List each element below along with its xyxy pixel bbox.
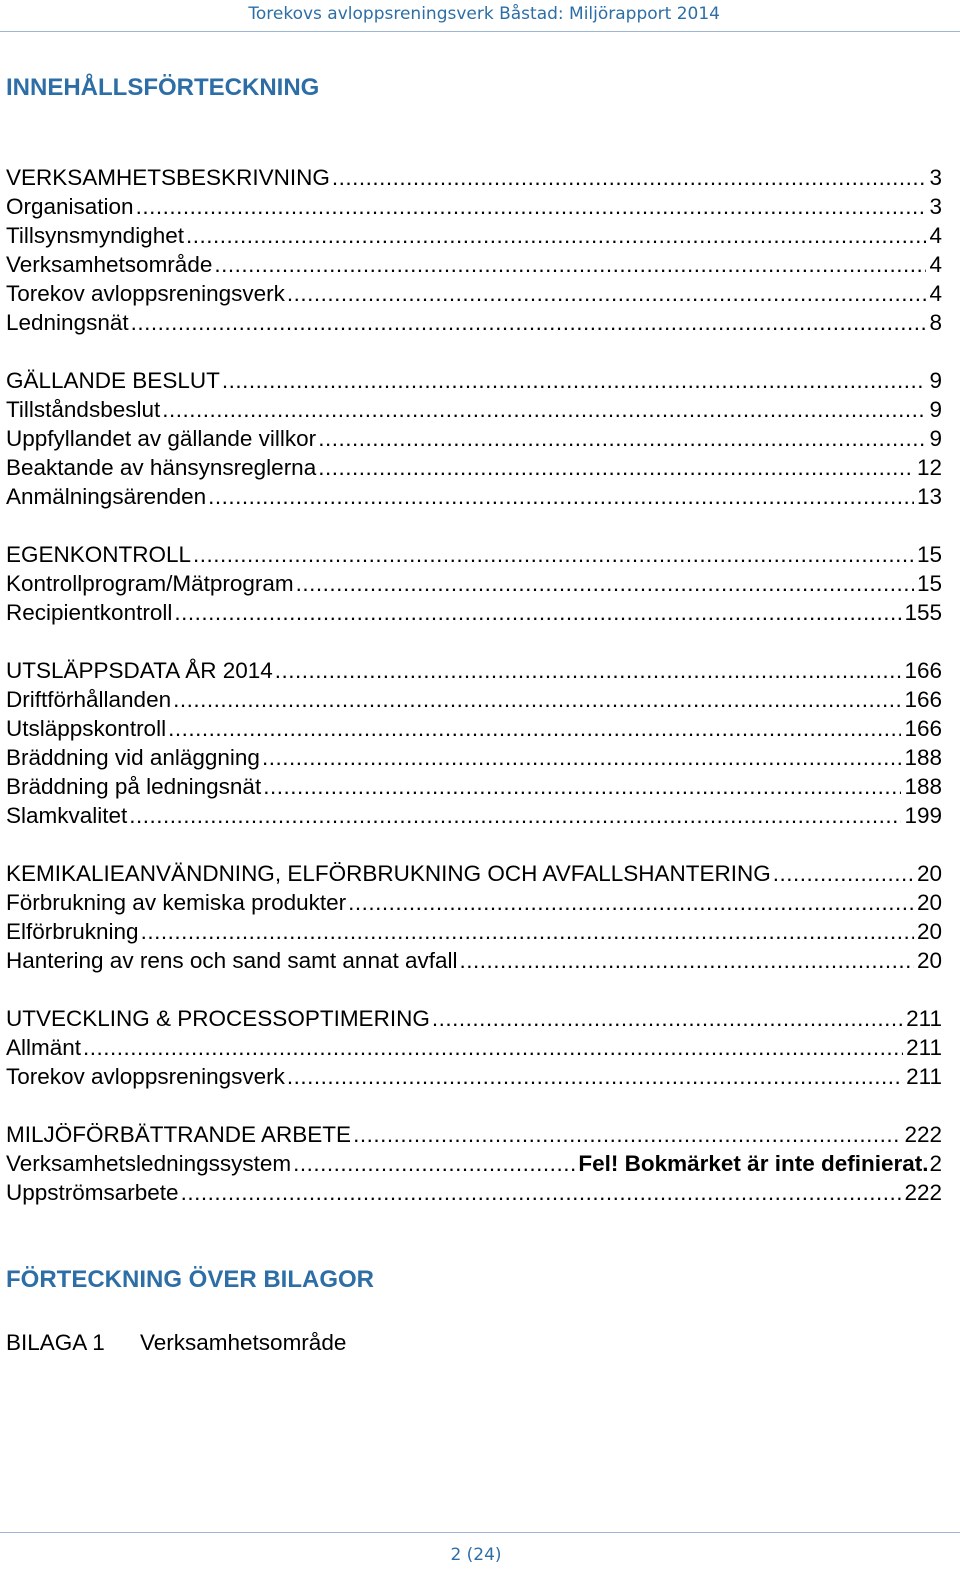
toc-entry[interactable] — [6, 569, 942, 598]
toc-entry[interactable] — [6, 859, 942, 888]
toc-entry-page: 15 — [916, 571, 942, 596]
dot-leader — [318, 453, 914, 482]
dot-leader — [208, 482, 914, 511]
toc-entry-title: Verksamhetsområde — [6, 252, 213, 277]
toc-entry-page: 9 — [929, 426, 942, 451]
toc-entry-page: 155 — [904, 600, 942, 625]
dot-leader — [287, 1062, 903, 1091]
dot-leader — [168, 714, 901, 743]
header-title: Torekovs avloppsreningsverk Båstad: Miljörapport 2014 — [248, 4, 720, 24]
toc-entry[interactable] — [6, 743, 942, 772]
toc-entry-page: 20 — [916, 919, 942, 944]
toc-entry[interactable] — [6, 685, 942, 714]
dot-leader — [173, 685, 901, 714]
toc-entry-page: 222 — [904, 1122, 942, 1147]
dot-leader — [332, 163, 927, 192]
dot-leader — [83, 1033, 903, 1062]
toc-entry[interactable] — [6, 714, 942, 743]
toc-entry-page: 9 — [929, 368, 942, 393]
toc-entry-title: KEMIKALIEANVÄNDNING, ELFÖRBRUKNING OCH AVFALLSHANTERING — [6, 861, 771, 886]
toc-entry-page: 4 — [929, 223, 942, 248]
toc-entry-page: 199 — [904, 803, 942, 828]
toc-entry-page: 2 — [929, 1151, 942, 1176]
toc-section — [6, 1120, 942, 1207]
toc-entry-page: 13 — [916, 484, 942, 509]
toc-entry-page: 15 — [916, 542, 942, 567]
toc-entry-title: Tillståndsbeslut — [6, 397, 161, 422]
toc-entry-error: Fel! Bokmärket är inte definierat. — [578, 1151, 929, 1176]
dot-leader — [263, 772, 901, 801]
toc-entry[interactable] — [6, 801, 942, 830]
toc-entry-title: Tillsynsmyndighet — [6, 223, 184, 248]
toc-section — [6, 859, 942, 975]
toc-entry[interactable] — [6, 888, 942, 917]
dot-leader — [136, 192, 927, 221]
appendix-heading: FÖRTECKNING ÖVER BILAGOR — [6, 1266, 375, 1293]
toc-entry[interactable] — [6, 424, 942, 453]
toc-entry[interactable] — [6, 598, 942, 627]
toc-entry[interactable] — [6, 1178, 942, 1207]
toc-entry-page: 222 — [904, 1180, 942, 1205]
toc-entry-page: 20 — [916, 948, 942, 973]
toc-entry[interactable] — [6, 163, 942, 192]
toc-entry-page: 8 — [929, 310, 942, 335]
toc-entry[interactable] — [6, 946, 942, 975]
appendix-item — [6, 1330, 346, 1356]
toc-entry-page: 20 — [916, 861, 942, 886]
dot-leader — [293, 1149, 575, 1178]
toc-entry-title: Bräddning på ledningsnät — [6, 774, 262, 799]
page-footer — [0, 1532, 960, 1590]
toc-entry[interactable] — [6, 221, 942, 250]
toc-entry-title: Ledningsnät — [6, 310, 129, 335]
toc-entry-title: Allmänt — [6, 1035, 82, 1060]
dot-leader — [773, 859, 914, 888]
toc-entry-title: GÄLLANDE BESLUT — [6, 368, 220, 393]
toc-entry-page: 3 — [929, 165, 942, 190]
toc-entry[interactable] — [6, 366, 942, 395]
toc-entry-title: Uppfyllandet av gällande villkor — [6, 426, 317, 451]
toc-entry[interactable] — [6, 772, 942, 801]
dot-leader — [131, 308, 927, 337]
dot-leader — [432, 1004, 903, 1033]
toc-entry[interactable] — [6, 1120, 942, 1149]
toc-entry-title: Uppströmsarbete — [6, 1180, 179, 1205]
toc-entry-title: MILJÖFÖRBÄTTRANDE ARBETE — [6, 1122, 352, 1147]
toc-entry-page: 166 — [904, 716, 942, 741]
toc-entry-title: Utsläppskontroll — [6, 716, 167, 741]
toc-entry[interactable] — [6, 656, 942, 685]
appendix-title: Verksamhetsområde — [140, 1330, 347, 1355]
toc-entry[interactable] — [6, 192, 942, 221]
dot-leader — [275, 656, 902, 685]
toc-entry-title: Bräddning vid anläggning — [6, 745, 260, 770]
toc-entry[interactable] — [6, 917, 942, 946]
toc-entry-page: 188 — [904, 774, 942, 799]
dot-leader — [287, 279, 927, 308]
toc-entry-title: UTVECKLING & PROCESSOPTIMERING — [6, 1006, 430, 1031]
toc-entry-page: 4 — [929, 252, 942, 277]
page-header — [0, 0, 960, 32]
dot-leader — [162, 395, 926, 424]
toc-entry-title: Organisation — [6, 194, 134, 219]
dot-leader — [186, 221, 927, 250]
toc-entry-title: Torekov avloppsreningsverk — [6, 281, 285, 306]
toc-entry[interactable] — [6, 540, 942, 569]
toc-entry-title: Verksamhetsledningssystem — [6, 1151, 292, 1176]
toc-heading: INNEHÅLLSFÖRTECKNING — [6, 74, 320, 101]
table-of-contents — [6, 163, 942, 1236]
toc-section — [6, 656, 942, 830]
toc-entry-title: Elförbrukning — [6, 919, 139, 944]
toc-entry-page: 166 — [904, 687, 942, 712]
toc-entry[interactable] — [6, 1033, 942, 1062]
toc-section — [6, 540, 942, 627]
appendix-label: BILAGA 1 — [6, 1330, 105, 1355]
toc-entry[interactable] — [6, 453, 942, 482]
toc-entry-title: Torekov avloppsreningsverk — [6, 1064, 285, 1089]
toc-entry[interactable] — [6, 1062, 942, 1091]
dot-leader — [296, 569, 914, 598]
toc-entry-title: VERKSAMHETSBESKRIVNING — [6, 165, 330, 190]
toc-entry[interactable] — [6, 250, 942, 279]
toc-section — [6, 366, 942, 511]
dot-leader — [460, 946, 914, 975]
dot-leader — [174, 598, 901, 627]
toc-entry-title: Kontrollprogram/Mätprogram — [6, 571, 294, 596]
page-number: 2 (24) — [450, 1545, 502, 1565]
toc-entry[interactable] — [6, 279, 942, 308]
toc-entry-title: UTSLÄPPSDATA ÅR 2014 — [6, 658, 273, 683]
dot-leader — [129, 801, 901, 830]
dot-leader — [353, 1120, 901, 1149]
toc-entry[interactable] — [6, 308, 942, 337]
toc-entry[interactable] — [6, 1004, 942, 1033]
toc-section — [6, 1004, 942, 1091]
toc-entry-title: Recipientkontroll — [6, 600, 173, 625]
toc-entry-title: Slamkvalitet — [6, 803, 128, 828]
toc-entry-page: 20 — [916, 890, 942, 915]
dot-leader — [222, 366, 927, 395]
toc-entry-page: 211 — [906, 1006, 942, 1031]
toc-entry-page: 3 — [929, 194, 942, 219]
dot-leader — [348, 888, 914, 917]
toc-entry-page: 188 — [904, 745, 942, 770]
dot-leader — [318, 424, 926, 453]
toc-entry[interactable] — [6, 1149, 942, 1178]
toc-entry[interactable] — [6, 395, 942, 424]
dot-leader — [141, 917, 914, 946]
toc-entry-title: Förbrukning av kemiska produkter — [6, 890, 347, 915]
toc-entry-page: 211 — [906, 1064, 942, 1089]
toc-entry-title: Hantering av rens och sand samt annat avfall — [6, 948, 458, 973]
dot-leader — [181, 1178, 902, 1207]
toc-entry-page: 211 — [906, 1035, 942, 1060]
toc-entry-page: 12 — [916, 455, 942, 480]
dot-leader — [214, 250, 926, 279]
toc-entry-title: Anmälningsärenden — [6, 484, 207, 509]
dot-leader — [193, 540, 914, 569]
toc-section — [6, 163, 942, 337]
toc-entry-title: Beaktande av hänsynsreglerna — [6, 455, 317, 480]
toc-entry-title: Driftförhållanden — [6, 687, 172, 712]
toc-entry-page: 4 — [929, 281, 942, 306]
toc-entry[interactable] — [6, 482, 942, 511]
toc-entry-title: EGENKONTROLL — [6, 542, 192, 567]
dot-leader — [262, 743, 902, 772]
toc-entry-page: 166 — [904, 658, 942, 683]
toc-entry-page: 9 — [929, 397, 942, 422]
